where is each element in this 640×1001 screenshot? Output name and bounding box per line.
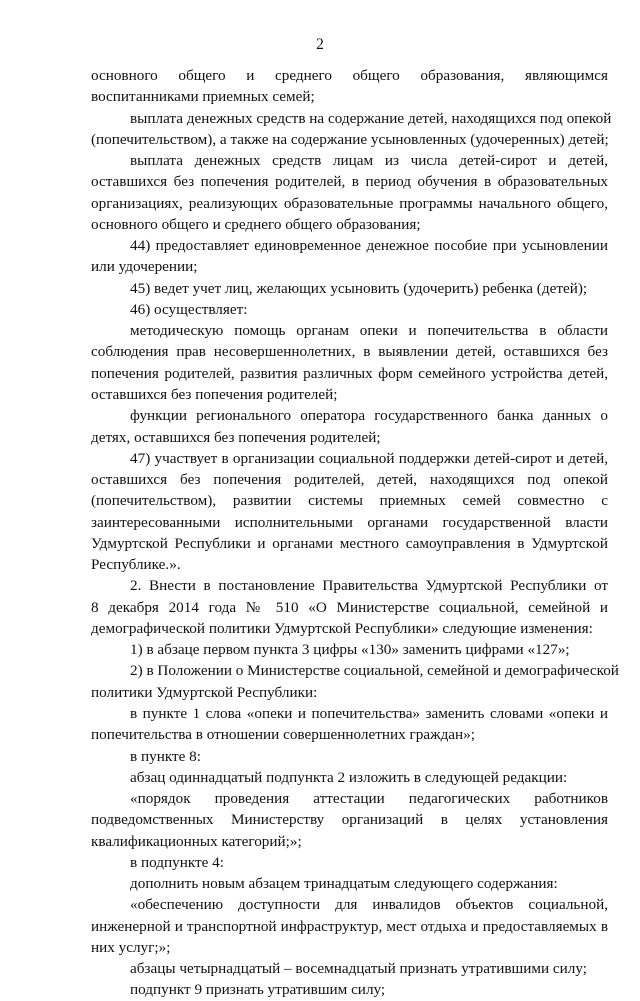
text-line: квалификационных категорий;»; [91,832,302,850]
text-line: «порядок проведения аттестации педагогических работников [130,790,608,808]
text-line: в пункте 1 слова «опеки и попечительства» заменить словами «опеки и [130,704,608,722]
text-line: оставшихся без попечения родителей, в период обучения в образовательных [91,173,608,191]
text-line: основного общего и среднего общего образования, являющимся [91,67,608,84]
text-line: заинтересованными исполнительными органами государственной власти [91,513,608,531]
text-line: (попечительством), развитии системы приемных семей совместно с [91,492,608,510]
text-line: попечительства в отношении совершеннолетних граждан»; [91,726,475,744]
text-line: основного общего и среднего общего образования; [91,215,421,233]
text-line: (попечительством), а также на содержание усыновленных (удочеренных) детей; [91,130,609,148]
text-line: них услуг;»; [91,938,171,956]
text-line: 2. Внести в постановление Правительства Удмуртской Республики от [130,577,608,595]
text-line: оставшихся без попечения родителей, детей, находящихся под опекой [91,471,608,489]
text-line: подведомственных Министерству организаций в целях установления [91,811,608,829]
text-line: организациях, реализующих образовательные программы начального общего, [91,194,608,212]
text-line: «обеспечению доступности для инвалидов объектов социальной, [130,896,608,914]
text-line: в подпункте 4: [130,853,224,871]
text-line: воспитанниками приемных семей; [91,88,315,106]
text-line: детях, оставшихся без попечения родителей; [91,428,381,446]
text-line: методическую помощь органам опеки и попечительства в области [130,322,608,340]
page-number: 2 [316,36,324,53]
text-line: попечения родителей, развития различных форм семейного устройства детей, [91,364,608,382]
text-line: выплата денежных средств лицам из числа детей-сирот и детей, [130,152,608,170]
text-line: абзац одиннадцатый подпункта 2 изложить в следующей редакции: [130,768,568,786]
text-line: демографической политики Удмуртской Республики» следующие изменения: [91,619,593,637]
text-line: 47) участвует в организации социальной поддержки детей-сирот и детей, [130,449,608,467]
text-line: выплата денежных средств на содержание детей, находящихся под опекой [130,109,612,127]
text-line: дополнить новым абзацем тринадцатым следующего содержания: [130,875,558,893]
text-line: соблюдения прав несовершеннолетних, в выявлении детей, оставшихся без [91,343,608,361]
text-line: или удочерении; [91,258,198,276]
text-line: 8 декабря 2014 года № 510 «О Министерстве социальной, семейной и [91,598,608,616]
text-line: политики Удмуртской Республики: [91,683,318,701]
text-line: Республике.». [91,556,181,574]
text-line: подпункт 9 признать утратившим силу; [130,981,386,999]
text-line: 1) в абзаце первом пункта 3 цифры «130» заменить цифрами «127»; [130,641,570,659]
text-line: 44) предоставляет единовременное денежное пособие при усыновлении [130,237,608,255]
text-line: Удмуртской Республики и органами местного самоуправления в Удмуртской [91,534,608,552]
text-line: функции регионального оператора государственного банка данных о [130,407,608,425]
document-body [91,65,619,1001]
text-line: инженерной и транспортной инфраструктур, мест отдыха и предоставляемых в [91,917,608,935]
text-line: 45) ведет учет лиц, желающих усыновить (удочерить) ребенка (детей); [130,279,588,297]
text-line: абзацы четырнадцатый – восемнадцатый признать утратившими силу; [130,960,587,978]
text-line: в пункте 8: [130,747,201,765]
text-line: 46) осуществляет: [130,300,248,318]
text-line: 2) в Положении о Министерстве социальной, семейной и демографической [130,662,619,680]
text-line: оставшихся без попечения родителей; [91,385,338,403]
